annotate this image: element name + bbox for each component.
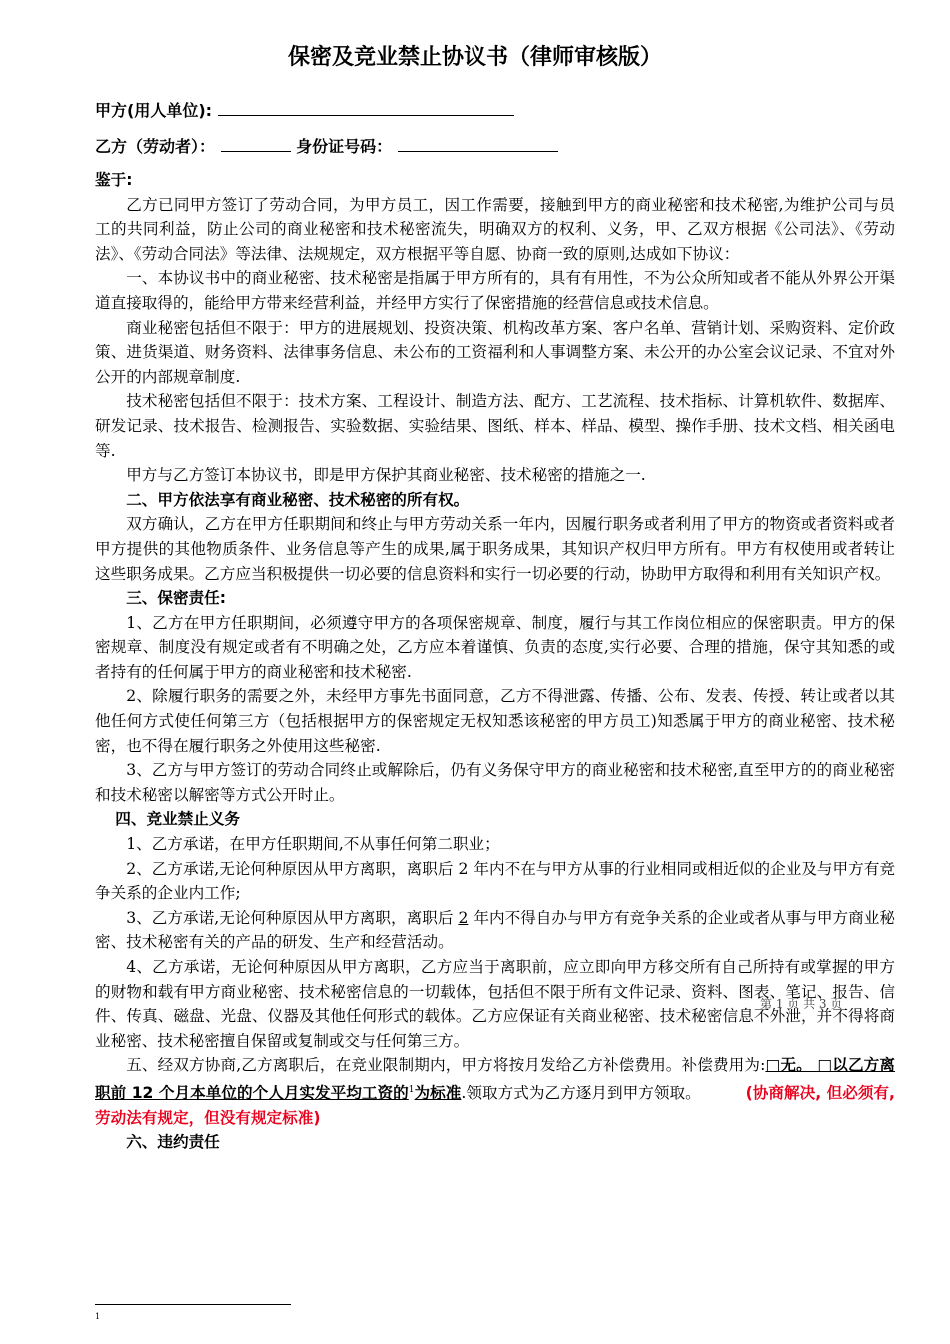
- clause-1-technical-secrets: 技术秘密包括但不限于：技术方案、工程设计、制造方法、配方、工艺流程、技术指标、计算机软件、数据库、研发记录、技术报告、检测报告、实验数据、实验结果、图纸、样本、样品、模型、操作手册、技术文档、相关函电等.: [95, 392, 895, 460]
- clause-4-3-years: 2: [458, 908, 469, 927]
- clause-1-measures: 甲方与乙方签订本协议书，即是甲方保护其商业秘密、技术秘密的措施之一.: [126, 466, 646, 485]
- red-annotation: (协商解决, 但必须有, 劳动法有规定，但没有规定标准): [95, 1084, 895, 1127]
- clause-4-3-part-a: 3、乙方承诺,无论何种原因从甲方离职，离职后: [126, 908, 459, 927]
- recital-label: 鉴于:: [95, 171, 133, 189]
- clause-3-3: 3、乙方与甲方签订的劳动合同终止或解除后，仍有义务保守甲方的商业秘密和技术秘密,直至甲方的的商业秘密和技术秘密以解密等方式公开时止。: [95, 761, 895, 804]
- footnote-separator: [95, 1304, 291, 1305]
- recital-paragraph: 乙方已同甲方签订了劳动合同，为甲方员工，因工作需要，接触到甲方的商业秘密和技术秘密,为维护公司与员工的共同利益，防止公司的商业秘密和技术秘密流失，明确双方的权利、义务，甲、乙双方根据《公司法》、《劳动法》、《劳动合同法》等法律、法规规定，双方根据平等自愿、协商一致的原则,达成如下协议：: [95, 195, 895, 263]
- section-3-heading: 三、保密责任:: [126, 589, 226, 608]
- clause-5-intro: 五、经双方协商,乙方离职后，在竞业限制期内，甲方将按月发给乙方补偿费用。补偿费用为:: [126, 1056, 766, 1075]
- clause-4-3: [95, 906, 895, 955]
- section-6-heading: 六、违约责任: [126, 1133, 220, 1152]
- footnote-ref: 1: [408, 1084, 415, 1095]
- clause-2: 双方确认，乙方在甲方任职期间和终止与甲方劳动关系一年内，因履行职务或者利用了甲方的物资或者资料或者甲方提供的其他物质条件、业务信息等产生的成果,属于职务成果，其知识产权归甲方所有。甲方有权使用或者转让这些职务成果。乙方应当积极提供一切必要的信息资料和实行一切必要的行动，协助甲方取得和利用有关知识产权。: [95, 515, 895, 583]
- section-2-heading: 二、甲方依法享有商业秘密、技术秘密的所有权。: [126, 490, 470, 509]
- footnote-number: 1: [95, 1312, 101, 1321]
- clause-4-3-part-c: 年内不得自办与甲方有竞争关系的企业或者从事与甲方商业秘密、技术秘密有关的产品的研发、生产和经营活动。: [95, 908, 895, 952]
- party-b-blank: [221, 135, 291, 152]
- clause-4-1: 1、乙方承诺，在甲方任职期间,不从事任何第二职业；: [126, 835, 500, 854]
- clause-3-1: 1、乙方在甲方任职期间，必须遵守甲方的各项保密规章、制度，履行与其工作岗位相应的保密职责。甲方的保密规章、制度没有规定或者有不明确之处，乙方应本着谨慎、负责的态度,实行必要、合理的措施，保守其知悉的或者持有的任何属于甲方的商业秘密和技术秘密.: [95, 613, 895, 681]
- party-b-label: 乙方（劳动者）：: [95, 137, 216, 156]
- compensation-standard: 为标准: [414, 1084, 462, 1103]
- clause-1-business-secrets: 商业秘密包括但不限于：甲方的进展规划、投资决策、机构改革方案、客户名单、营销计划、采购资料、定价政策、进货渠道、财务资料、法律事务信息、未公布的工资福利和人事调整方案、未公开的办公室会议记录、不宜对外公开的内部规章制度.: [95, 318, 895, 386]
- party-b-field: [95, 134, 558, 157]
- party-a-label: 甲方(用人单位):: [95, 101, 213, 120]
- clause-1: 一、本协议书中的商业秘密、技术秘密是指属于甲方所有的，具有有用性，不为公众所知或者不能从外界公开渠道直接取得的，能给甲方带来经营利益，并经甲方实行了保密措施的经营信息或技术信息。: [95, 269, 895, 312]
- id-number-blank: [398, 135, 558, 152]
- party-a-field: [95, 98, 514, 121]
- document-title: 保密及竞业禁止协议书（律师审核版）: [287, 45, 662, 70]
- compensation-options: □无。 □以乙方离职前 12 个月本单位的个人月实发平均工资的: [95, 1056, 895, 1103]
- party-a-blank: [218, 99, 514, 116]
- clause-5: [95, 1053, 895, 1130]
- page-number-watermark: 第 1 页 共 3 页: [760, 997, 843, 1011]
- section-4-heading: 四、竞业禁止义务: [115, 810, 241, 829]
- id-number-label: 身份证号码：: [296, 137, 393, 156]
- clause-5-payment: .领取方式为乙方逐月到甲方领取。: [461, 1084, 701, 1103]
- clause-4-4: 4、乙方承诺，无论何种原因从甲方离职，乙方应当于离职前，应立即向甲方移交所有自己所持有或掌握的甲方的财物和载有甲方商业秘密、技术秘密信息的一切载体，包括但不限于所有文件记录、资料、图表、笔记、报告、信件、传真、磁盘、光盘、仪器及其他任何形式的载体。乙方应保证有关商业秘密、技术秘密信息不外泄，并不得将商业秘密、技术秘密擅自保留或复制或交与任何第三方。: [95, 958, 895, 1050]
- clause-4-2: 2、乙方承诺,无论何种原因从甲方离职，离职后 2 年内不在与甲方从事的行业相同或相近似的企业及与甲方有竞争关系的企业内工作;: [95, 859, 895, 903]
- clause-3-2: 2、除履行职务的需要之外，未经甲方事先书面同意，乙方不得泄露、传播、公布、发表、传授、转让或者以其他任何方式使任何第三方（包括根据甲方的保密规定无权知悉该秘密的甲方员工)知悉属于甲方的商业秘密、技术秘密，也不得在履行职务之外使用这些秘密.: [95, 687, 895, 755]
